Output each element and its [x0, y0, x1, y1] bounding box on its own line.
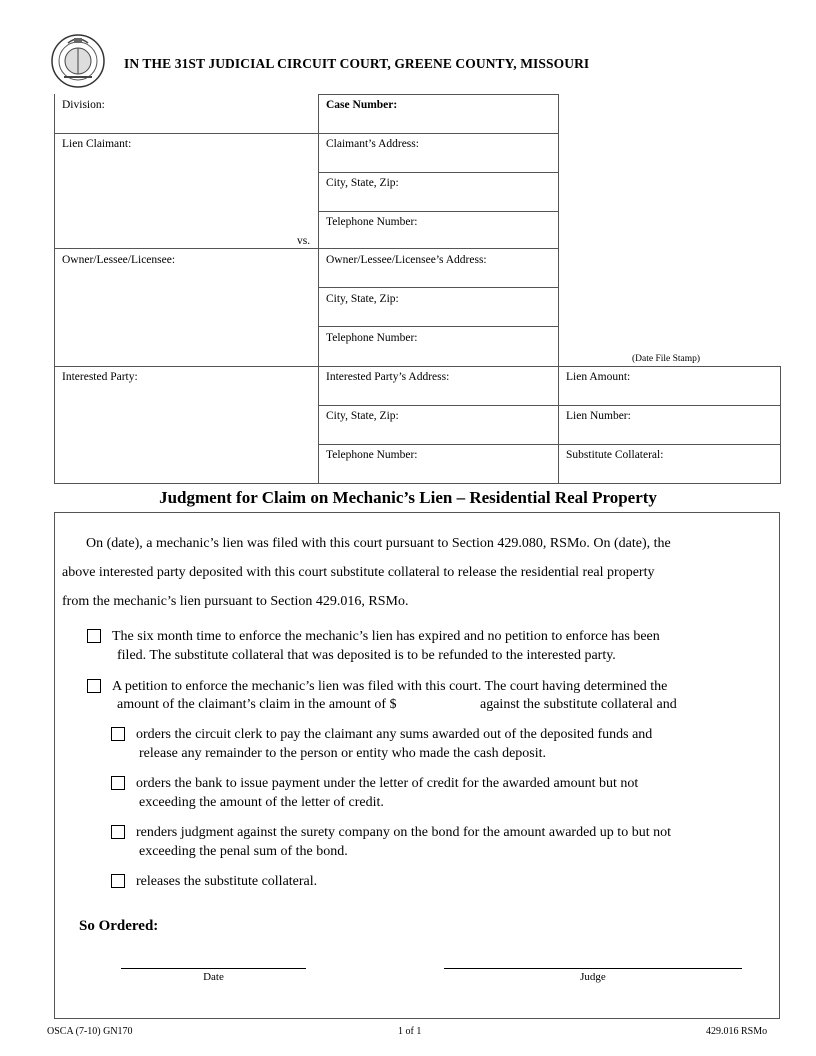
- owner-address-field[interactable]: Owner/Lessee/Licensee’s Address:: [326, 254, 487, 266]
- release-collateral-checkbox[interactable]: [111, 874, 125, 888]
- caption-bottom-border: [54, 483, 781, 484]
- intro-paragraph: [62, 529, 774, 616]
- caption-middle-divider: [318, 94, 319, 484]
- caption-lien-column-divider: [558, 366, 559, 484]
- row-divider: [54, 133, 559, 134]
- option-petition-expired-text: filed. The substitute collateral that was deposited is to be refunded to the interested party.: [117, 648, 616, 663]
- interested-city-field[interactable]: City, State, Zip:: [326, 410, 399, 422]
- missouri-state-seal: [50, 33, 106, 89]
- row-divider: [318, 211, 559, 212]
- date-file-stamp-label: (Date File Stamp): [632, 354, 701, 364]
- order-bank-payment-checkbox[interactable]: [111, 776, 125, 790]
- date-signature-line[interactable]: [121, 968, 306, 969]
- court-title: IN THE 31ST JUDICIAL CIRCUIT COURT, GREENE COUNTY, MISSOURI: [124, 56, 590, 71]
- versus-label: vs.: [297, 235, 311, 247]
- row-divider: [318, 326, 559, 327]
- option-petition-expired-checkbox[interactable]: [87, 629, 101, 643]
- order-pay-claimant-text: release any remainder to the person or entity who made the cash deposit.: [139, 746, 547, 761]
- order-pay-claimant-text: orders the circuit clerk to pay the claimant any sums awarded out of the deposited funds and: [136, 727, 653, 742]
- lien-number-field[interactable]: Lien Number:: [566, 410, 631, 422]
- claimant-address-field[interactable]: Claimant’s Address:: [326, 138, 419, 150]
- judgment-title: Judgment for Claim on Mechanic’s Lien – Residential Real Property: [159, 488, 657, 507]
- intro-line: above interested party deposited with this court substitute collateral to release the residential real property: [62, 565, 655, 580]
- order-pay-claimant-checkbox[interactable]: [111, 727, 125, 741]
- row-divider: [318, 444, 781, 445]
- interested-address-field[interactable]: Interested Party’s Address:: [326, 371, 450, 383]
- judge-signature-line[interactable]: [444, 968, 742, 969]
- surety-judgment-text: renders judgment against the surety company on the bond for the amount awarded up to but not: [136, 825, 671, 840]
- row-divider: [54, 366, 781, 367]
- option-petition-filed-checkbox[interactable]: [87, 679, 101, 693]
- caption-left-border: [54, 94, 55, 484]
- order-bank-payment-text: exceeding the amount of the letter of credit.: [139, 795, 384, 810]
- row-divider: [54, 248, 559, 249]
- page-number: 1 of 1: [398, 1026, 422, 1037]
- claimant-city-field[interactable]: City, State, Zip:: [326, 177, 399, 189]
- row-divider: [318, 172, 559, 173]
- owner-field[interactable]: Owner/Lessee/Licensee:: [62, 254, 176, 266]
- intro-line: from the mechanic’s lien pursuant to Section 429.016, RSMo.: [62, 594, 409, 609]
- claim-amount-label: amount of the claimant’s claim in the amount of $: [117, 697, 397, 712]
- option-petition-filed-text: against the substitute collateral and: [480, 697, 677, 712]
- division-field[interactable]: Division:: [62, 99, 105, 111]
- order-bank-payment-text: orders the bank to issue payment under the letter of credit for the awarded amount but not: [136, 776, 639, 791]
- caption-top-border: [318, 94, 559, 95]
- release-collateral-text: releases the substitute collateral.: [136, 874, 318, 889]
- lien-amount-field[interactable]: Lien Amount:: [566, 371, 631, 383]
- option-petition-expired-text: The six month time to enforce the mechanic’s lien has expired and no petition to enforce has been: [112, 629, 660, 644]
- surety-judgment-checkbox[interactable]: [111, 825, 125, 839]
- claimant-phone-field[interactable]: Telephone Number:: [326, 216, 418, 228]
- interested-phone-field[interactable]: Telephone Number:: [326, 449, 418, 461]
- case-number-field[interactable]: Case Number:: [326, 99, 398, 111]
- surety-judgment-text: exceeding the penal sum of the bond.: [139, 844, 348, 859]
- form-id: OSCA (7-10) GN170: [47, 1026, 133, 1037]
- substitute-collateral-field[interactable]: Substitute Collateral:: [566, 449, 664, 461]
- judge-label: Judge: [580, 971, 606, 983]
- intro-line: On (date), a mechanic’s lien was filed with this court pursuant to Section 429.080, RSMo. On (date), the: [86, 536, 671, 551]
- interested-party-field[interactable]: Interested Party:: [62, 371, 138, 383]
- option-petition-filed-text: A petition to enforce the mechanic’s lien was filed with this court. The court having determined the: [112, 679, 668, 694]
- row-divider: [318, 405, 781, 406]
- owner-phone-field[interactable]: Telephone Number:: [326, 332, 418, 344]
- so-ordered-label: So Ordered:: [79, 918, 159, 934]
- caption-right-border-lower: [780, 366, 781, 484]
- owner-city-field[interactable]: City, State, Zip:: [326, 293, 399, 305]
- row-divider: [318, 287, 559, 288]
- lien-claimant-field[interactable]: Lien Claimant:: [62, 138, 132, 150]
- date-label: Date: [203, 971, 224, 983]
- statute-reference: 429.016 RSMo: [706, 1026, 768, 1037]
